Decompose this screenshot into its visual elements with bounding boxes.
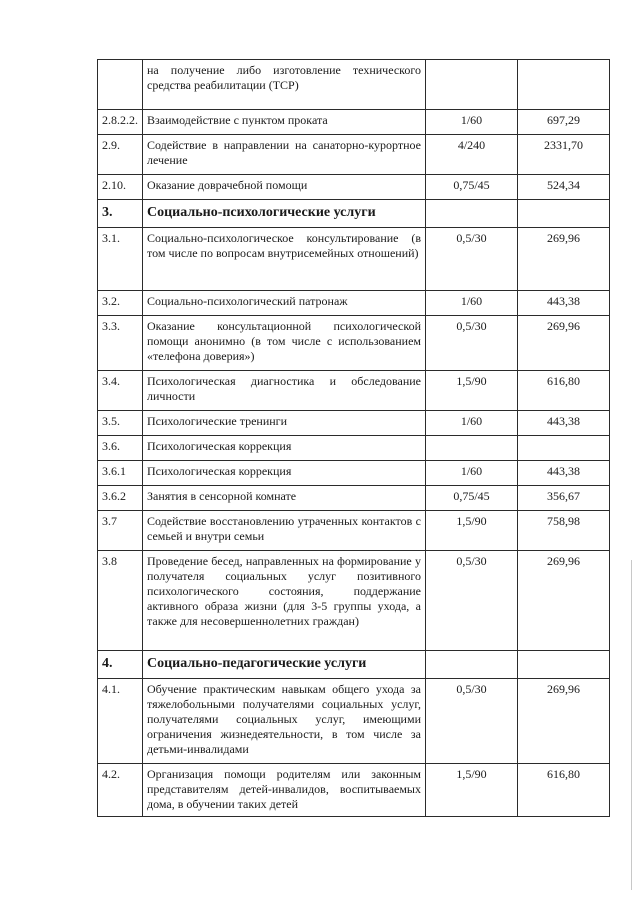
service-time-cell: 1,5/90 — [426, 371, 518, 411]
service-number-cell: 3.1. — [98, 228, 143, 291]
service-price-cell: 356,67 — [518, 486, 610, 511]
service-time-cell: 1,5/90 — [426, 511, 518, 551]
table-row — [98, 679, 610, 764]
service-price-cell: 269,96 — [518, 228, 610, 291]
service-time-cell — [426, 651, 518, 679]
service-name-cell: Проведение бесед, направленных на формирование у получателя социальных услуг позитивного психологического состояния, поддержание активного образа жизни (для 3-5 группы ухода, а также для несовершеннолетних граждан) — [143, 551, 426, 651]
service-number-cell: 2.10. — [98, 175, 143, 200]
service-price-cell: 697,29 — [518, 110, 610, 135]
service-number-cell: 4.2. — [98, 764, 143, 817]
service-number-cell: 2.9. — [98, 135, 143, 175]
service-time-cell: 1,5/90 — [426, 764, 518, 817]
service-time-cell: 1/60 — [426, 411, 518, 436]
table-row — [98, 511, 610, 551]
service-name-cell: Психологическая диагностика и обследование личности — [143, 371, 426, 411]
service-time-cell — [426, 60, 518, 110]
service-time-cell: 1/60 — [426, 291, 518, 316]
table-row — [98, 764, 610, 817]
service-name-cell: Организация помощи родителям или законным представителям детей-инвалидов, воспитываемых дома, в обучении таких детей — [143, 764, 426, 817]
service-number-cell: 3.5. — [98, 411, 143, 436]
service-number-cell: 3.7 — [98, 511, 143, 551]
service-name-cell: Содействие в направлении на санаторно-курортное лечение — [143, 135, 426, 175]
service-number-cell: 3.2. — [98, 291, 143, 316]
table-row — [98, 551, 610, 651]
service-name-cell: Психологическая коррекция — [143, 461, 426, 486]
table-row — [98, 411, 610, 436]
service-time-cell: 0,75/45 — [426, 486, 518, 511]
service-name-cell: на получение либо изготовление технического средства реабилитации (ТСР) — [143, 60, 426, 110]
service-number-cell: 3. — [98, 200, 143, 228]
service-name-cell: Взаимодействие с пунктом проката — [143, 110, 426, 135]
service-name-cell: Занятия в сенсорной комнате — [143, 486, 426, 511]
table-row — [98, 175, 610, 200]
service-price-cell: 269,96 — [518, 316, 610, 371]
service-name-cell: Социально-психологическое консультирование (в том числе по вопросам внутрисемейных отношений) — [143, 228, 426, 291]
section-header-row — [98, 651, 610, 679]
service-name-cell: Социально-педагогические услуги — [143, 651, 426, 679]
service-time-cell: 0,5/30 — [426, 228, 518, 291]
service-name-cell: Оказание доврачебной помощи — [143, 175, 426, 200]
table-row — [98, 436, 610, 461]
service-price-cell: 2331,70 — [518, 135, 610, 175]
service-time-cell: 0,5/30 — [426, 551, 518, 651]
section-header-row — [98, 200, 610, 228]
table-row — [98, 486, 610, 511]
service-price-cell — [518, 651, 610, 679]
service-number-cell: 3.4. — [98, 371, 143, 411]
service-time-cell — [426, 200, 518, 228]
service-name-cell: Социально-психологические услуги — [143, 200, 426, 228]
service-number-cell: 3.3. — [98, 316, 143, 371]
service-price-cell — [518, 60, 610, 110]
service-price-cell: 443,38 — [518, 291, 610, 316]
table-row — [98, 110, 610, 135]
table-row — [98, 228, 610, 291]
service-price-cell: 524,34 — [518, 175, 610, 200]
service-number-cell: 3.6.2 — [98, 486, 143, 511]
service-number-cell: 3.8 — [98, 551, 143, 651]
service-time-cell: 0,5/30 — [426, 316, 518, 371]
table-row — [98, 461, 610, 486]
services-tariff-table — [97, 59, 610, 817]
service-price-cell — [518, 436, 610, 461]
service-price-cell: 443,38 — [518, 411, 610, 436]
service-number-cell: 4.1. — [98, 679, 143, 764]
service-name-cell: Социально-психологический патронаж — [143, 291, 426, 316]
service-number-cell — [98, 60, 143, 110]
service-price-cell — [518, 200, 610, 228]
service-time-cell: 1/60 — [426, 461, 518, 486]
scan-edge-mark — [631, 560, 632, 890]
service-time-cell: 0,5/30 — [426, 679, 518, 764]
services-table-body — [98, 60, 610, 817]
service-price-cell: 269,96 — [518, 679, 610, 764]
service-time-cell: 4/240 — [426, 135, 518, 175]
service-price-cell: 443,38 — [518, 461, 610, 486]
service-number-cell: 2.8.2.2. — [98, 110, 143, 135]
service-name-cell: Психологические тренинги — [143, 411, 426, 436]
service-price-cell: 758,98 — [518, 511, 610, 551]
service-name-cell: Оказание консультационной психологической помощи анонимно (в том числе с использованием «телефона доверия») — [143, 316, 426, 371]
service-price-cell: 616,80 — [518, 371, 610, 411]
service-time-cell: 0,75/45 — [426, 175, 518, 200]
service-name-cell: Обучение практическим навыкам общего ухода за тяжелобольными получателями социальных услуг, получателями социальных услуг, имеющими ограничения жизнедеятельности, в том числе за детьми-инвалидами — [143, 679, 426, 764]
table-row — [98, 135, 610, 175]
table-row — [98, 316, 610, 371]
service-time-cell: 1/60 — [426, 110, 518, 135]
service-name-cell: Психологическая коррекция — [143, 436, 426, 461]
service-number-cell: 4. — [98, 651, 143, 679]
table-row — [98, 291, 610, 316]
service-price-cell: 616,80 — [518, 764, 610, 817]
table-row — [98, 60, 610, 110]
service-price-cell: 269,96 — [518, 551, 610, 651]
service-number-cell: 3.6. — [98, 436, 143, 461]
table-row — [98, 371, 610, 411]
service-time-cell — [426, 436, 518, 461]
service-name-cell: Содействие восстановлению утраченных контактов с семьей и внутри семьи — [143, 511, 426, 551]
service-number-cell: 3.6.1 — [98, 461, 143, 486]
